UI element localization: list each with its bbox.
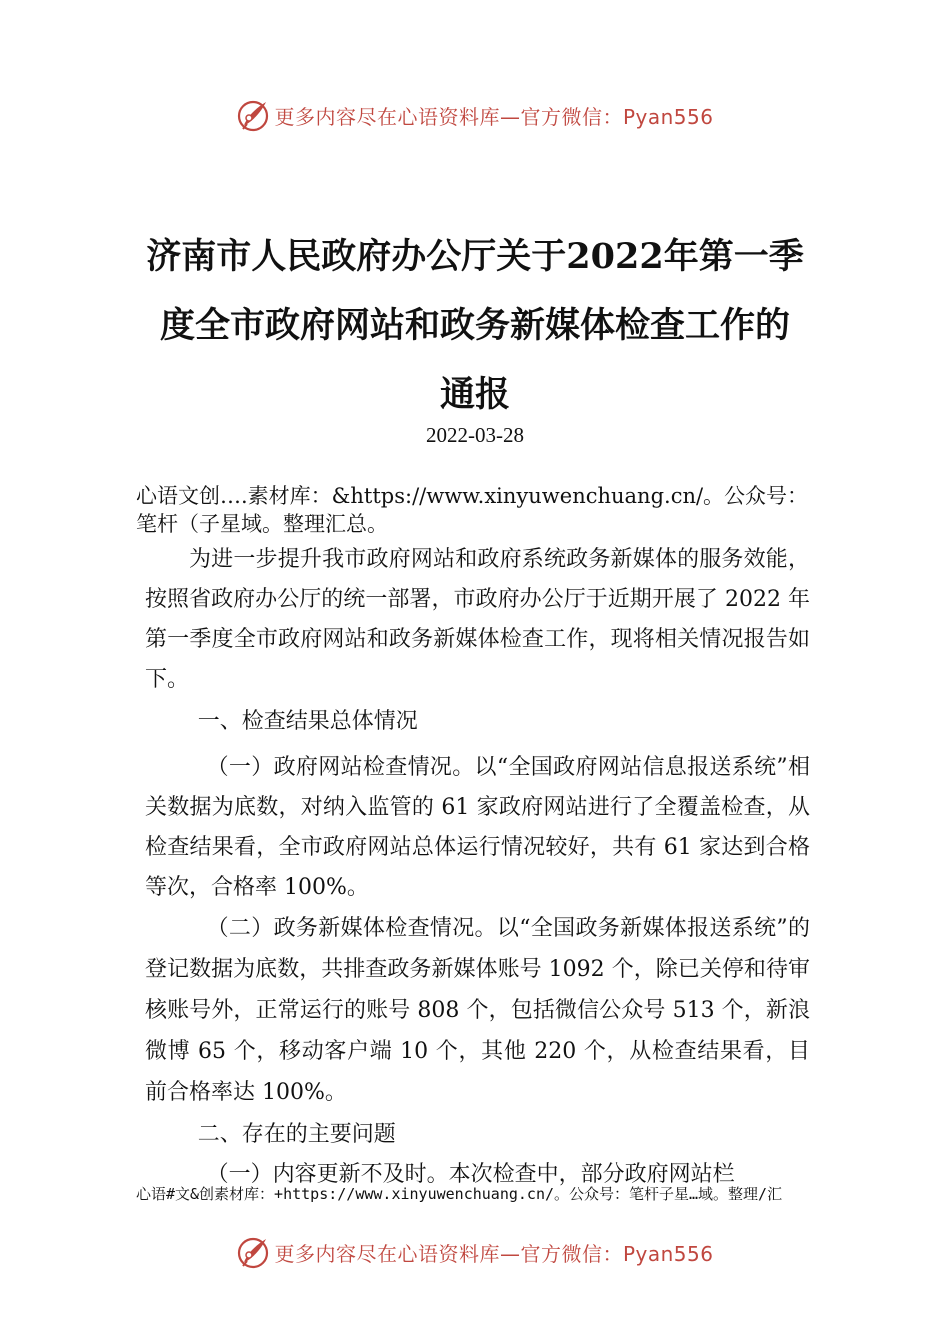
watermark-banner-bottom bbox=[0, 1232, 950, 1272]
section-heading: 二、存在的主要问题 bbox=[197, 1122, 396, 1147]
body-paragraph: （一）内容更新不及时。本次检查中，部分政府网站栏 bbox=[206, 1162, 735, 1187]
document-date: 2022-03-28 bbox=[426, 423, 524, 447]
document-body bbox=[145, 540, 810, 1195]
body-paragraph: （二）政务新媒体检查情况。以“全国政务新媒体报送系统”的登记数据为底数，共排查政务新媒体账号 1092 个，除已关停和待审核账号外，正常运行的账号 808 个，包括微信公众号 513 个，新浪微博 65 个，移动客户端 10 个，其他 220 个，从检查结果看，目前合格率达 100%。 bbox=[145, 916, 810, 1105]
intro-paragraph: 为进一步提升我市政府网站和政府系统政务新媒体的服务效能，按照省政府办公厅的统一部署，市政府办公厅于近期开展了 2022 年第一季度全市政府网站和政务新媒体检查工作，现将相关情况报告如下。 bbox=[145, 547, 810, 692]
watermark-banner-top bbox=[0, 95, 950, 135]
source-note: 心语文创….素材库：&https://www.xinyuwenchuang.cn/。公众号：笔杆（子星域。整理汇总。 bbox=[136, 484, 809, 536]
body-paragraph: （一）政府网站检查情况。以“全国政府网站信息报送系统”相关数据为底数，对纳入监管的 61 家政府网站进行了全覆盖检查，从检查结果看，全市政府网站总体运行情况较好，共有 61 家达到合格等次，合格率 100%。 bbox=[145, 755, 810, 900]
footer-note: 心语#文&创素材库：+https://www.xinyuwenchuang.cn/。公众号：笔杆子星…域。整理/汇 bbox=[136, 1185, 783, 1203]
watermark-text: 更多内容尽在心语资料库—官方微信：Pyan556 bbox=[274, 104, 714, 129]
title-line: 通报 bbox=[439, 374, 510, 415]
title-line: 度全市政府网站和政务新媒体检查工作的 bbox=[159, 305, 790, 346]
feather-pen-logo-icon bbox=[236, 1235, 270, 1269]
section-heading: 一、检查结果总体情况 bbox=[197, 709, 418, 734]
watermark-text: 更多内容尽在心语资料库—官方微信：Pyan556 bbox=[274, 1241, 714, 1266]
title-line: 济南市人民政府办公厅关于2022年第一季 bbox=[146, 236, 804, 277]
feather-pen-logo-icon bbox=[236, 98, 270, 132]
document-title bbox=[120, 222, 830, 429]
